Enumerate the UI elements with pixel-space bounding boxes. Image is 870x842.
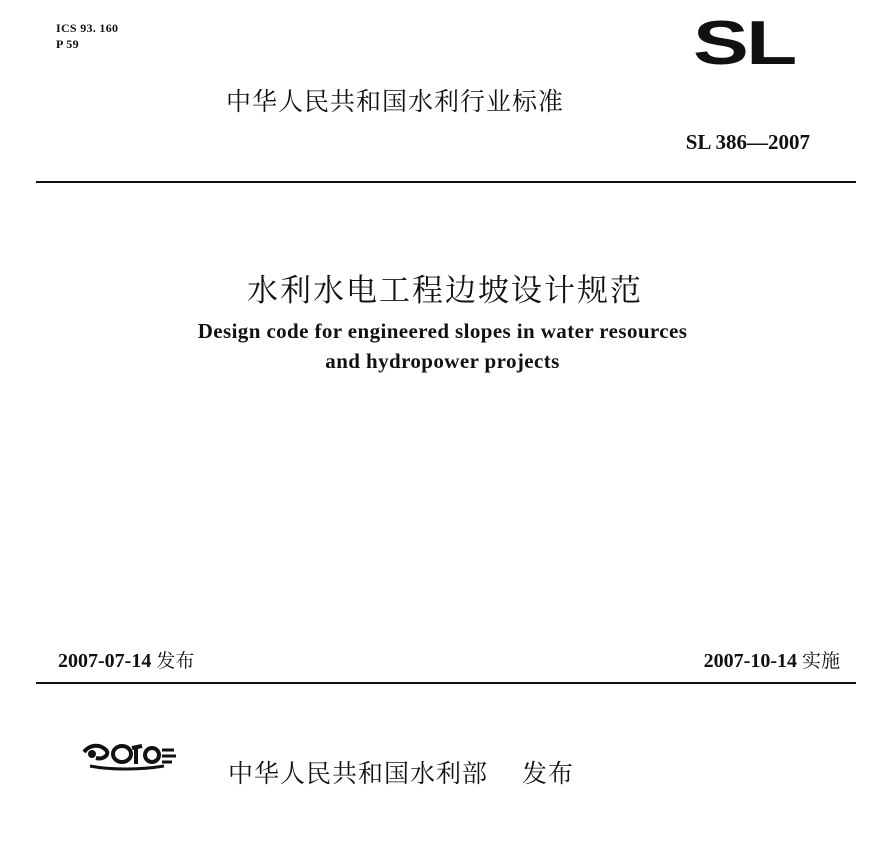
class-code: P 59 xyxy=(56,37,79,51)
publisher xyxy=(228,754,574,790)
implement-date-block xyxy=(704,646,840,673)
ics-code: ICS 93. 160 xyxy=(56,21,119,35)
classification-codes xyxy=(56,20,118,52)
title-en-line2: and hydropower projects xyxy=(325,349,560,373)
issue-date: 2007-07-14 xyxy=(58,650,152,672)
title-en-line1: Design code for engineered slopes in water resources xyxy=(197,319,688,343)
standard-number: SL 386—2007 xyxy=(685,130,810,154)
document-title-en xyxy=(0,316,870,376)
issue-date-block xyxy=(58,646,194,673)
implement-label: 实施 xyxy=(801,650,840,672)
standard-category: 中华人民共和国水利行业标准 xyxy=(226,87,565,116)
document-title-cn: 水利水电工程边坡设计规范 xyxy=(247,273,643,309)
sl-logo: SL xyxy=(693,9,795,78)
top-divider xyxy=(36,181,856,183)
publisher-action: 发布 xyxy=(522,759,575,788)
ministry-emblem-icon xyxy=(80,738,178,774)
bottom-divider xyxy=(36,682,856,684)
implement-date: 2007-10-14 xyxy=(703,650,797,672)
issue-label: 发布 xyxy=(156,650,195,672)
publisher-name: 中华人民共和国水利部 xyxy=(228,759,489,788)
